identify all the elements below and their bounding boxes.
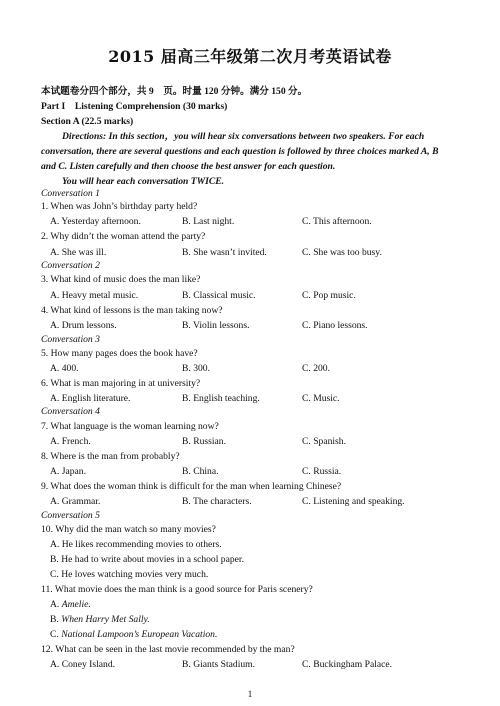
directions-line-2: conversation, there are several questions and each question is followed by three choices marked A, B [41,146,439,157]
question-text: 4. What kind of lessons is the man taking now? [41,305,223,316]
option-c [50,629,217,641]
question-text: 7. What language is the woman learning now? [41,421,219,432]
question-text: 3. What kind of music does the man like? [41,274,201,285]
option-b: B. Russian. [182,436,226,447]
option-b: B. Last night. [182,216,235,227]
option-letter: A. [50,599,62,610]
directions-line-1: Directions: In this section，you will hear six conversations between two speakers. For each [62,131,425,142]
option-b: B. He had to write about movies in a school paper. [50,554,244,565]
option-b: B. Giants Stadium. [182,659,256,670]
option-b: B. The characters. [182,496,252,507]
option-b: B. She wasn’t invited. [182,247,267,258]
directions-line-3: and C. Listen carefully and then choose the best answer for each question. [41,161,336,172]
option-c: C. Russia. [302,466,342,477]
option-c: C. 200. [302,363,330,374]
option-c: C. She was too busy. [302,247,382,258]
movie-title: When Harry Met Sally. [61,614,150,625]
option-letter: C. [50,629,62,640]
question-text: 11. What movie does the man think is a good source for Paris scenery? [41,584,313,595]
option-a [50,599,91,611]
part1-heading: Part I Listening Comprehension (30 marks) [41,101,228,112]
option-a: A. Grammar. [50,496,101,507]
conversation-heading: Conversation 5 [41,510,100,521]
option-a: A. Coney Island. [50,659,116,670]
page-number: 1 [247,689,253,699]
option-c: C. Piano lessons. [302,320,368,331]
option-a: A. Heavy metal music. [50,290,139,301]
option-c: C. Buckingham Palace. [302,659,393,670]
option-c: C. This afternoon. [302,216,372,227]
option-a: A. English literature. [50,393,131,404]
conversation-heading: Conversation 2 [41,260,100,271]
option-c: C. Music. [302,393,340,404]
movie-title: National Lampoon’s European Vacation. [61,629,218,640]
question-text: 8. Where is the man from probably? [41,451,180,462]
option-a: A. French. [50,436,91,447]
question-text: 5. How many pages does the book have? [41,348,198,359]
option-a: A. She was ill. [50,247,107,258]
directions-line-4: You will hear each conversation TWICE. [62,176,225,187]
exam-info: 本试题卷分四个部分，共 9 页。时量 120 分钟。满分 150 分。 [41,86,308,97]
conversation-heading: Conversation 1 [41,188,100,199]
option-c: C. Spanish. [302,436,346,447]
question-text: 9. What does the woman think is difficult for the man when learning Chinese? [41,481,342,492]
option-b [50,614,150,626]
question-text: 12. What can be seen in the last movie recommended by the man? [41,644,295,655]
page-title: 2015 届高三年级第二次月考英语试卷 [108,47,392,66]
option-a: A. He likes recommending movies to others. [50,539,222,550]
option-b: B. Violin lessons. [182,320,250,331]
option-a: A. Yesterday afternoon. [50,216,141,227]
option-b: B. China. [182,466,219,477]
option-a: A. 400. [50,363,79,374]
option-c: C. Pop music. [302,290,356,301]
option-b: B. English teaching. [182,393,260,404]
option-b: B. 300. [182,363,210,374]
question-text: 2. Why didn’t the woman attend the party? [41,231,206,242]
conversation-heading: Conversation 3 [41,334,100,345]
option-a: A. Drum lessons. [50,320,117,331]
sectionA-heading: Section A (22.5 marks) [41,116,134,127]
option-c: C. He loves watching movies very much. [50,569,209,580]
option-b: B. Classical music. [182,290,256,301]
question-text: 10. Why did the man watch so many movies? [41,524,216,535]
conversation-heading: Conversation 4 [41,406,100,417]
option-a: A. Japan. [50,466,86,477]
option-c: C. Listening and speaking. [302,496,405,507]
question-text: 6. What is man majoring in at university? [41,378,201,389]
option-letter: B. [50,614,62,625]
movie-title: Amelie. [61,599,91,610]
question-text: 1. When was John’s birthday party held? [41,201,198,212]
